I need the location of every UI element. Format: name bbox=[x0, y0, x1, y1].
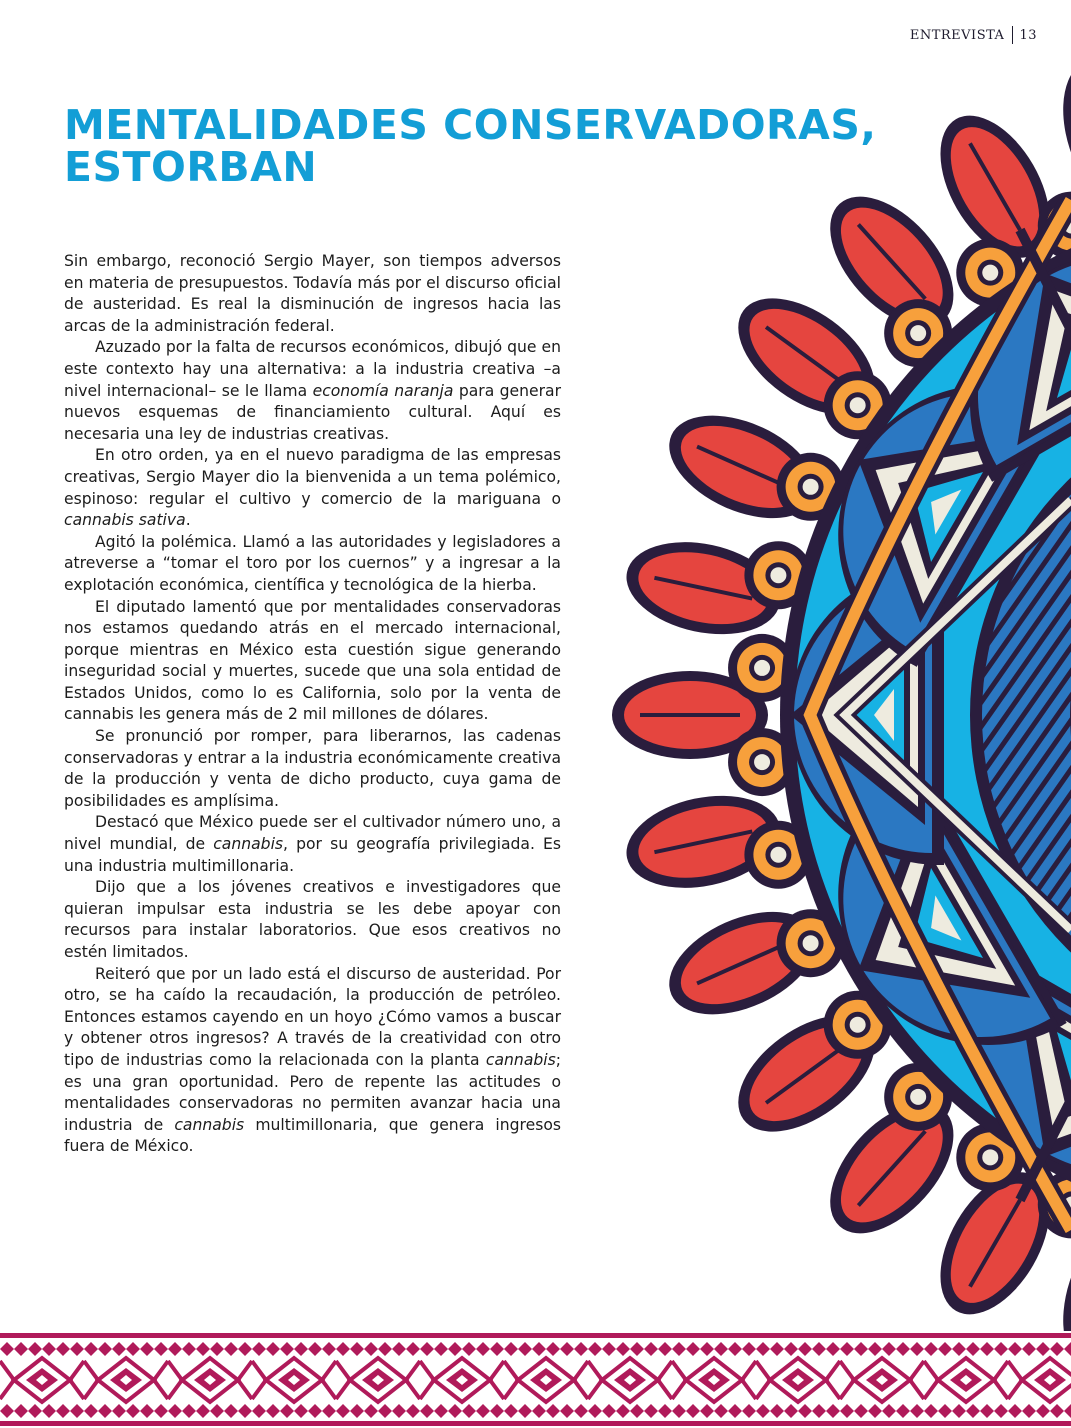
paragraph bbox=[64, 964, 561, 1158]
paragraph-text: para generar nuevos esquemas de financiamiento cultural. Aquí es necesaria una ley de industrias creativas. bbox=[64, 381, 562, 443]
running-header bbox=[910, 26, 1037, 44]
paragraph bbox=[64, 726, 561, 812]
italic-term: cannabis bbox=[174, 1115, 245, 1134]
italic-term: cannabis bbox=[213, 835, 284, 854]
paragraph-text: , por su geografía privilegiada. Es una industria multimillonaria. bbox=[64, 835, 561, 875]
paragraph-text: Dijo que a los jóvenes creativos e investigadores que quieran impulsar esta industria se les debe apoyar con recursos para instalar laboratorios. Que esos creativos no estén limitados. bbox=[64, 878, 561, 961]
section-name: ENTREVISTA bbox=[909, 27, 1005, 43]
paragraph bbox=[64, 877, 561, 963]
article-title bbox=[64, 101, 964, 191]
article-body bbox=[64, 251, 561, 1158]
paragraph-text: Azuzado por la falta de recursos económicos, dibujó que en este contexto hay una alternativa: a la industria creativa –a nivel internacional– se le llama bbox=[64, 338, 561, 400]
paragraph-text: En otro orden, ya en el nuevo paradigma de las empresas creativas, Sergio Mayer dio la bienvenida a un tema polémico, espinoso: regular el cultivo y comercio de la mariguana o bbox=[64, 446, 561, 508]
paragraph-text: Se pronunció por romper, para liberarnos, las cadenas conservadoras y entrar a la industria económicamente creativa de la producción y venta de dicho producto, cuya gama de posibilidades es amplísima. bbox=[64, 727, 561, 810]
italic-term: cannabis sativa bbox=[64, 511, 186, 530]
paragraph bbox=[64, 251, 561, 337]
paragraph-text: ; es una gran oportunidad. Pero de repente las actitudes o mentalidades conservadoras no permiten avanzar hacia una industria de bbox=[64, 1050, 561, 1134]
paragraph-text: Sin embargo, reconoció Sergio Mayer, son tiempos adversos en materia de presupuestos. Todavía más por el discurso oficial de austeridad. Es real la disminución de ingresos hacia las arcas de la administración federal. bbox=[64, 252, 561, 335]
italic-term: economía naranja bbox=[312, 381, 454, 400]
paragraph bbox=[64, 337, 561, 445]
woven-pattern-border bbox=[0, 1331, 1071, 1428]
paragraph-text: Agitó la polémica. Llamó a las autoridades y legisladores a atreverse a “tomar el toro por los cuernos” y a ingresar a la explotación económica, científica y tecnológica de la hierba. bbox=[64, 532, 561, 594]
page-number: 13 bbox=[1019, 27, 1037, 43]
paragraph-text: Reiteró que por un lado está el discurso de austeridad. Por otro, se ha caído la recaudación, la producción de petróleo. Entonces estamos cayendo en un hoyo ¿Cómo vamos a buscar y obtener otros ingresos? A través de la creatividad con otro tipo de industrias como la relacionada con la planta bbox=[64, 964, 561, 1069]
paragraph bbox=[64, 597, 561, 727]
paragraph bbox=[64, 532, 561, 597]
paragraph-text: . bbox=[185, 511, 191, 530]
paragraph-text: Destacó que México puede ser el cultivador número uno, a nivel mundial, de bbox=[64, 813, 561, 854]
paragraph-text: El diputado lamentó que por mentalidades conservadoras nos estamos quedando atrás en el mercado internacional, porque mientras en México esta cuestión sigue generando inseguridad social y muertes, sucede que una sola entidad de Estados Unidos, como lo es California, solo por la venta de cannabis les genera más de 2 mil millones de dólares. bbox=[64, 597, 561, 724]
header-divider bbox=[1012, 26, 1013, 44]
paragraph bbox=[64, 812, 561, 877]
title-line-1: MENTALIDADES CONSERVADORAS, bbox=[64, 101, 877, 149]
paragraph-text: multimillonaria, que genera ingresos fuera de México. bbox=[64, 1115, 561, 1156]
italic-term: cannabis bbox=[485, 1050, 556, 1069]
paragraph bbox=[64, 445, 561, 531]
title-line-2: ESTORBAN bbox=[64, 143, 318, 191]
